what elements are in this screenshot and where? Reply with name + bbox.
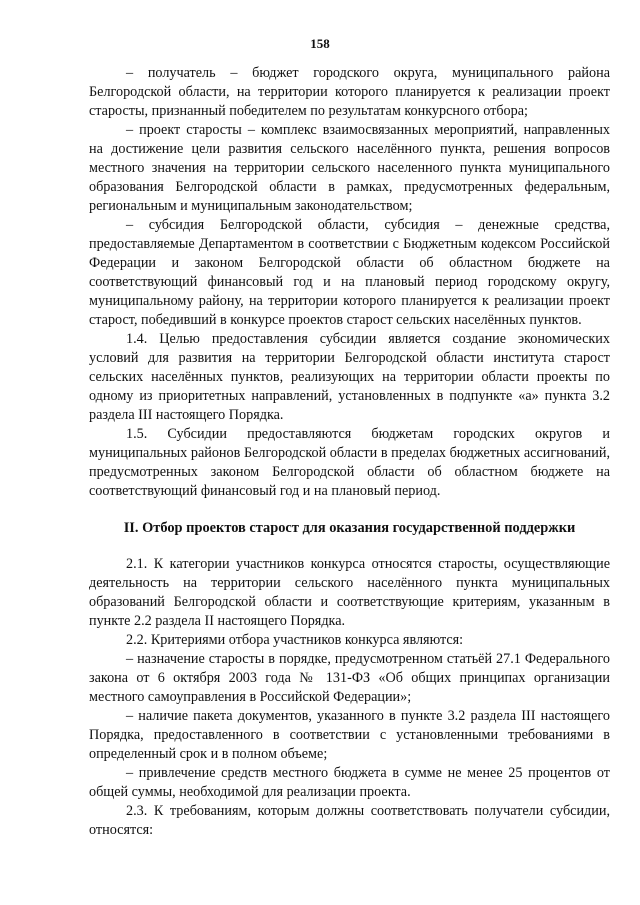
paragraph-2-1: 2.1. К категории участников конкурса относятся старосты, осуществляющие деятельность на территории сельского населённого пункта муниципальных образований Белгородской области и соответствующие критериям, указанным в пункте 2.2 раздела II настоящего Порядка. — [89, 556, 610, 629]
paragraph-subsidy-definition: – субсидия Белгородской области, субсидия – денежные средства, предоставляемые Департаментом в соответствии с Бюджетным кодексом Российской Федерации и законом Белгородской области об областном бюджете на соответствующий финансовый год и на плановый период городскому округу, муниципальному району, на территории которого планируется к реализации проект старост, победивший в конкурсе проектов старост сельских населённых пунктов. — [89, 217, 610, 328]
paragraph-recipient-definition: – получатель – бюджет городского округа, муниципального района Белгородской области, на территории которого планируется к реализации проект старосты, признанный победителем по результатам конкурсного отбора; — [89, 65, 610, 119]
paragraph-project-definition: – проект старосты – комплекс взаимосвязанных мероприятий, направленных на достижение цели развития сельского населённого пункта, решения вопросов местного значения на территории сельского населенного пункта муниципального образования Белгородской области в рамках, предусмотренных федеральным, региональным и муниципальным законодательством; — [89, 122, 610, 214]
paragraph-1-5: 1.5. Субсидии предоставляются бюджетам городских округов и муниципальных районов Белгородской области в пределах бюджетных ассигнований, предусмотренных законом Белгородской области об областном бюджете на соответствующий финансовый год и на плановый период. — [89, 426, 610, 499]
paragraph-2-2: 2.2. Критериями отбора участников конкурса являются: — [126, 632, 464, 648]
paragraph-criterion-documents: – наличие пакета документов, указанного в пункте 3.2 раздела III настоящего Порядка, предоставленного в соответствии с установленными требованиями в определенный срок и в полном объеме; — [89, 708, 610, 762]
page-number: 158 — [310, 36, 330, 51]
paragraph-2-3: 2.3. К требованиям, которым должны соответствовать получатели субсидии, относятся: — [89, 803, 610, 838]
section-heading: II. Отбор проектов старост для оказания государственной поддержки — [123, 520, 576, 536]
paragraph-criterion-funding: – привлечение средств местного бюджета в сумме не менее 25 процентов от общей суммы, необходимой для реализации проекта. — [89, 765, 610, 800]
paragraph-1-4: 1.4. Целью предоставления субсидии является создание экономических условий для развития на территории Белгородской области института старост сельских населённых пунктов, реализующих на территории области проекты по одному из приоритетных направлений, установленных в подпункте «а» пункта 3.2 раздела III настоящего Порядка. — [89, 331, 610, 423]
paragraph-criterion-appointment: – назначение старосты в порядке, предусмотренном статьёй 27.1 Федерального закона от 6 октября 2003 года № 131-ФЗ «Об общих принципах организации местного самоуправления в Российской Федерации»; — [89, 651, 610, 705]
document-body — [89, 64, 610, 840]
